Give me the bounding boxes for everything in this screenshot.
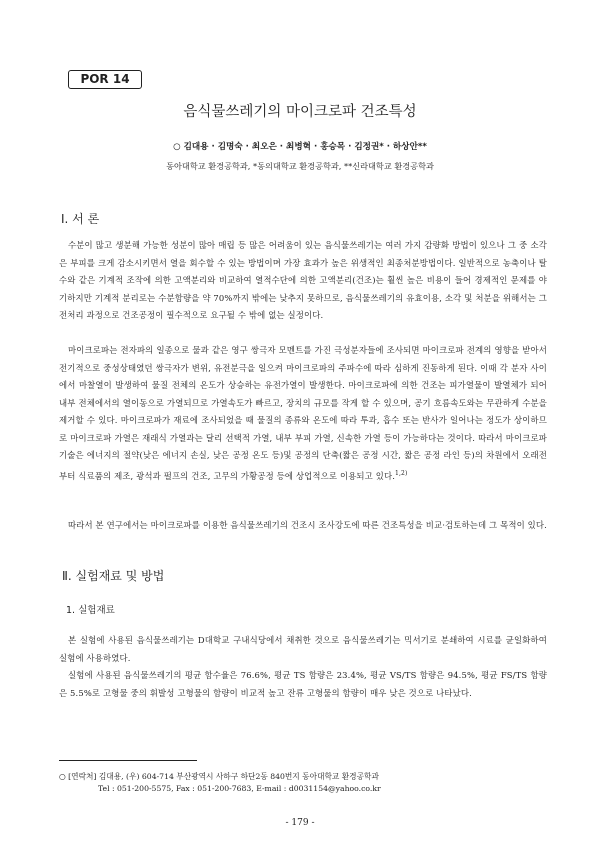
intro-paragraph-1: 수분이 많고 생분해 가능한 성분이 많아 매립 등 많은 어려움이 있는 음식물쓰레기는 여러 가지 감량화 방법이 있으나 그 중 소각은 부피를 크게 감소시키면서 열을 회수할 수 있는 방법이며 가장 효과가 높은 위생적인 최종처분방법이다. 일반적으로 농축이나 탈수와 같은 기계적 조작에 의한 고액분리와 비교하여 열적수단에 의한 고액분리(건조)는 훨씬 높은 비용이 들어 경제적인 문제를 야기하지만 기계적 분리로는 수분함량을 약 70%까지 밖에는 낮추지 못하므로, 음식물쓰레기의 유효이용, 소각 및 처분을 위해서는 그 전처리 과정으로 건조공정이 필수적으로 요구될 수 밖에 없는 실정이다. — [59, 240, 547, 320]
contact-footnote — [59, 771, 549, 795]
intro-paragraph-3: 따라서 본 연구에서는 마이크로파를 이용한 음식물쓰레기의 건조시 조사강도에 따른 건조특성을 비교·검토하는데 그 목적이 있다. — [68, 520, 547, 530]
page-number: - 179 - — [285, 818, 315, 828]
methods-heading: Ⅱ. 실험재료 및 방법 — [62, 569, 165, 583]
materials-subheading: 1. 실험재료 — [66, 605, 115, 616]
paper-title: 음식물쓰레기의 마이크로파 건조특성 — [183, 104, 417, 120]
affiliation-line: 동아대학교 환경공학과, *동의대학교 환경공학과, **신라대학교 환경공학과 — [166, 161, 434, 171]
methods-paragraph-1: 본 실험에 사용된 음식물쓰레기는 D대학교 구내식당에서 채취한 것으로 음식물쓰레기는 믹서기로 분쇄하여 시료를 균일화하여 실험에 사용하였다. — [59, 635, 547, 663]
intro-heading: Ⅰ. 서 론 — [61, 212, 100, 226]
footnote-divider — [59, 760, 197, 761]
citation-marker: 1,2) — [395, 469, 408, 477]
paper-code-badge: POR 14 — [68, 70, 142, 89]
footnote-contact: Tel : 051-200-5575, Fax : 051-200-7683, E-mail : d0031154@yahoo.co.kr — [98, 784, 381, 793]
intro-paragraph-2 — [59, 342, 547, 485]
methods-paragraph-2: 실험에 사용된 음식물쓰레기의 평균 함수율은 76.6%, 평균 TS 함량은 23.4%, 평균 VS/TS 함량은 94.5%, 평균 FS/TS 함량은 5.5%로 고형물 중의 휘발성 고형물의 함량이 비교적 높고 잔류 고형물의 함량이 매우 낮은 것으로 나타났다. — [59, 670, 547, 698]
author-list: ○ 김대용 · 김명숙 · 최오은 · 최병혁 · 홍승목 · 김정권* · 하상안** — [173, 142, 427, 152]
intro-paragraph-2-text: 마이크로파는 전자파의 일종으로 물과 같은 영구 쌍극자 모멘트를 가진 극성분자들에 조사되면 마이크로파 전계의 영향을 받아서 전기적으로 중성상태였던 쌍극자가 변위, 유전분극을 일으켜 마이크로파의 주파수에 따라 심하게 진동하게 된다. 이때 각 분자 사이에서 마찰열이 발생하여 물질 전체의 온도가 상승하는 유전가열이 발생한다. 마이크로파에 의한 건조는 피가열물이 발열체가 되어 내부 전체에서의 열이동으로 가열되므로 가열속도가 빠르고, 장치의 규모를 작게 할 수 있으며, 공기 흐름속도와는 무관하게 수분을 제거할 수 있다. 마이크로파가 재료에 조사되었을 때 물질의 종류와 온도에 따라 투과, 흡수 또는 반사가 일어나는 정도가 상이하므로 마이크로파 가열은 재래식 가열과는 달리 선택적 가열, 내부 부피 가열, 신속한 가열 등이 가능하다는 것이다. 따라서 마이크로파 기술은 에너지의 절약(낮은 에너지 손실, 낮은 공정 온도 등)및 공정의 단축(짧은 공정 시간, 짧은 공정 라인 등)의 차원에서 오래전부터 식료품의 제조, 광석과 펄프의 건조, 고무의 가황공정 등에 상업적으로 이용되고 있다. — [59, 345, 547, 481]
footnote-address: ○ [연락처] 김대용, (우) 604-714 부산광역시 사하구 하단2동 840번지 동아대학교 환경공학과 — [59, 772, 379, 781]
